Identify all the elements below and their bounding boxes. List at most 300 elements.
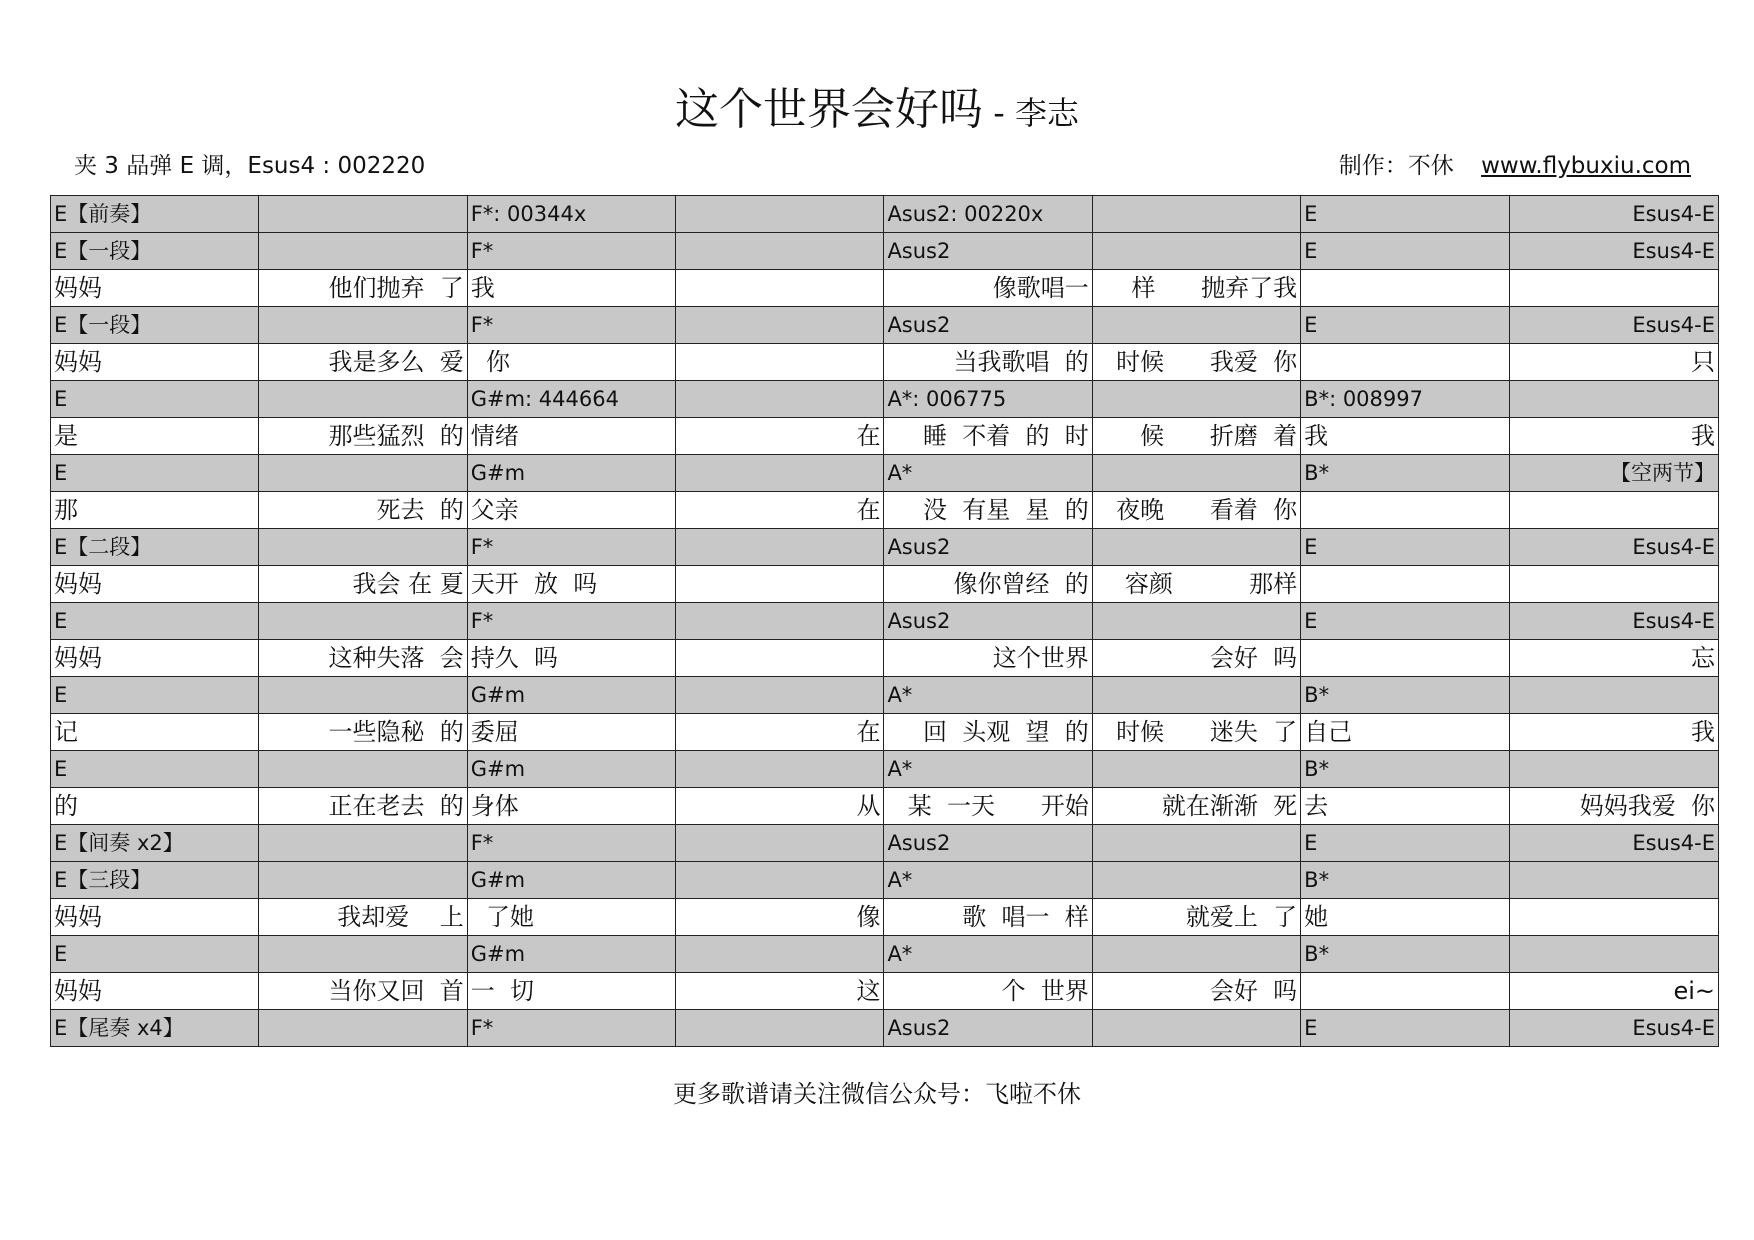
chord-row <box>51 307 1719 344</box>
lyric-text: 死去 的 <box>376 496 464 524</box>
chord-cell <box>259 196 467 233</box>
lyric-cell <box>259 788 467 825</box>
lyric-cell <box>467 492 675 529</box>
chord-cell <box>51 603 259 640</box>
chord-label: G#m <box>470 868 526 892</box>
chord-cell <box>884 751 1092 788</box>
lyric-cell <box>1509 714 1718 751</box>
chord-row <box>51 529 1719 566</box>
lyric-cell <box>259 640 467 677</box>
chord-cell <box>1092 751 1300 788</box>
chord-row <box>51 603 1719 640</box>
chord-cell <box>676 381 884 418</box>
lyric-cell <box>1509 899 1718 936</box>
chord-cell <box>467 936 675 973</box>
chord-label: E <box>1304 313 1318 337</box>
chord-cell <box>51 825 259 862</box>
lyric-cell <box>1509 344 1718 381</box>
chord-cell <box>676 677 884 714</box>
lyric-cell <box>1509 270 1718 307</box>
lyric-cell <box>51 899 259 936</box>
lyric-cell <box>1509 788 1718 825</box>
chord-row <box>51 381 1719 418</box>
chord-label: E <box>1304 239 1318 263</box>
website-link[interactable]: www.flybuxiu.com <box>1481 153 1691 179</box>
lyric-cell <box>1092 973 1300 1010</box>
chord-label: E <box>54 461 68 485</box>
lyric-cell <box>884 492 1092 529</box>
lyric-row <box>51 418 1719 455</box>
lyric-cell <box>1301 788 1509 825</box>
chord-cell <box>467 529 675 566</box>
chord-cell <box>51 1010 259 1047</box>
chord-cell <box>884 381 1092 418</box>
chord-cell <box>259 233 467 270</box>
lyric-text: 当我歌唱 的 <box>953 348 1089 376</box>
chord-cell <box>259 936 467 973</box>
chord-label: Asus2 <box>887 239 951 263</box>
lyric-text: 会好 吗 <box>1209 977 1298 1005</box>
chord-cell <box>1092 862 1300 899</box>
chord-row <box>51 751 1719 788</box>
chord-cell <box>1509 233 1718 270</box>
lyric-cell <box>51 492 259 529</box>
lyric-text: 像你曾经 的 <box>953 570 1089 598</box>
lyric-cell <box>1092 788 1300 825</box>
lyric-text: 我 <box>470 274 495 302</box>
lyric-cell <box>51 566 259 603</box>
lyric-cell <box>51 344 259 381</box>
lyric-text: 会好 吗 <box>1209 644 1298 672</box>
lyric-text: 只 <box>1691 348 1715 376</box>
lyric-cell <box>259 566 467 603</box>
lyric-cell <box>1509 973 1718 1010</box>
lyric-cell <box>1092 270 1300 307</box>
chord-cell <box>1301 529 1509 566</box>
chord-row <box>51 862 1719 899</box>
chord-cell <box>1301 603 1509 640</box>
chord-cell <box>1301 455 1509 492</box>
chord-cell <box>467 825 675 862</box>
lyric-cell <box>467 344 675 381</box>
song-title: 这个世界会好吗 <box>675 84 984 135</box>
chord-label: B* <box>1304 461 1330 485</box>
chord-cell <box>467 751 675 788</box>
lyric-cell <box>259 344 467 381</box>
lyric-text: 那 <box>54 496 78 524</box>
chord-row <box>51 1010 1719 1047</box>
chord-cell <box>676 307 884 344</box>
lyric-cell <box>51 714 259 751</box>
lyric-row <box>51 566 1719 603</box>
chord-cell <box>1509 603 1718 640</box>
chord-label: F* <box>470 1016 494 1040</box>
chord-label: B* <box>1304 942 1330 966</box>
lyric-cell <box>467 973 675 1010</box>
chord-cell <box>1509 1010 1718 1047</box>
lyric-cell <box>1301 270 1509 307</box>
chord-cell <box>467 381 675 418</box>
chord-cell <box>51 936 259 973</box>
lyric-row <box>51 714 1719 751</box>
lyric-cell <box>1092 344 1300 381</box>
chord-cell <box>884 233 1092 270</box>
lyric-cell <box>467 899 675 936</box>
lyric-cell <box>1509 492 1718 529</box>
lyric-cell <box>51 973 259 1010</box>
chord-row <box>51 233 1719 270</box>
capo-info: 夹 3 品弹 E 调，Esus4 : 002220 <box>74 153 426 179</box>
artist-name: 李志 <box>1014 94 1079 132</box>
lyric-text: 一 切 <box>470 977 534 1005</box>
chord-cell <box>1092 825 1300 862</box>
chord-label: E <box>54 387 68 411</box>
chord-cell <box>259 751 467 788</box>
chord-cell <box>1092 307 1300 344</box>
chord-label: Esus4-E <box>1632 831 1715 855</box>
lyric-cell <box>259 418 467 455</box>
chord-label: E <box>1304 1016 1318 1040</box>
lyric-cell <box>884 344 1092 381</box>
chord-cell <box>884 825 1092 862</box>
chord-cell <box>884 307 1092 344</box>
lyric-cell <box>1092 418 1300 455</box>
chord-cell <box>676 936 884 973</box>
chord-row <box>51 825 1719 862</box>
lyric-text: 没 有星 星 的 <box>923 496 1089 524</box>
lyric-cell <box>467 714 675 751</box>
lyric-text: 的 <box>54 792 78 820</box>
lyric-text: 我 <box>1691 718 1715 746</box>
lyric-text: 像 <box>856 903 881 931</box>
lyric-text: 我 <box>1304 422 1329 450</box>
chord-cell <box>1509 936 1718 973</box>
lyric-text: 在 <box>856 422 881 450</box>
chord-label: E【一段】 <box>54 239 152 263</box>
lyric-cell <box>884 788 1092 825</box>
chord-cell <box>1092 529 1300 566</box>
lyric-text: 从 <box>856 792 881 820</box>
lyric-text: 记 <box>54 718 78 746</box>
lyric-text: 我 <box>1691 422 1715 450</box>
lyric-cell <box>676 566 884 603</box>
lyric-text: 时候 迷失 了 <box>1116 718 1298 746</box>
lyric-cell <box>884 418 1092 455</box>
lyric-text: 像歌唱一 <box>992 274 1089 302</box>
footer-note: 更多歌谱请关注微信公众号：飞啦不休 <box>673 1080 1081 1108</box>
lyric-text: 样 抛弃了我 <box>1131 274 1298 302</box>
lyric-text: 天开 放 吗 <box>470 570 598 598</box>
chord-cell <box>259 825 467 862</box>
chord-cell <box>1509 307 1718 344</box>
lyric-text: 这种失落 会 <box>328 644 464 672</box>
lyric-cell <box>1301 344 1509 381</box>
chord-label: G#m <box>470 461 526 485</box>
chord-label: B* <box>1304 683 1330 707</box>
chord-label: F* <box>470 313 494 337</box>
lyric-cell <box>51 270 259 307</box>
chord-label: E <box>54 683 68 707</box>
lyric-text: 忘 <box>1691 644 1715 672</box>
lyric-text: 情绪 <box>470 422 519 450</box>
song-title-line <box>0 82 1754 141</box>
lyric-text: 歌 唱一 样 <box>962 903 1089 931</box>
lyric-text: 在 <box>856 496 881 524</box>
lyric-text: 时候 我爱 你 <box>1116 348 1298 376</box>
lyric-row <box>51 344 1719 381</box>
chord-cell <box>467 862 675 899</box>
chord-label: Esus4-E <box>1632 535 1715 559</box>
lyric-cell <box>884 270 1092 307</box>
chord-cell <box>467 307 675 344</box>
lyric-cell <box>676 418 884 455</box>
chord-cell <box>1509 381 1718 418</box>
title-separator: - <box>983 94 1015 132</box>
lyric-text: 夜晚 看着 你 <box>1116 496 1298 524</box>
chord-cell <box>51 196 259 233</box>
lyric-text: 妈妈 <box>54 903 102 931</box>
lyric-text: 去 <box>1304 792 1329 820</box>
chord-row <box>51 677 1719 714</box>
lyric-text: 妈妈 <box>54 274 102 302</box>
lyric-text: 就爱上 了 <box>1185 903 1298 931</box>
chord-label: F* <box>470 609 494 633</box>
chord-cell <box>884 1010 1092 1047</box>
lyric-cell <box>1092 899 1300 936</box>
chord-cell <box>1509 751 1718 788</box>
chord-cell <box>676 233 884 270</box>
lyric-cell <box>1092 640 1300 677</box>
lyric-cell <box>259 899 467 936</box>
chord-cell <box>51 233 259 270</box>
chord-label: A* <box>887 461 913 485</box>
chord-cell <box>676 603 884 640</box>
lyric-cell <box>884 714 1092 751</box>
chord-label: Esus4-E <box>1632 1016 1715 1040</box>
lyric-text: 身体 <box>470 792 519 820</box>
lyric-text: 这个世界 <box>992 644 1089 672</box>
chord-label: G#m: 444664 <box>470 387 619 411</box>
chord-label: A* <box>887 942 913 966</box>
chord-cell <box>676 455 884 492</box>
chord-row <box>51 936 1719 973</box>
chord-row <box>51 455 1719 492</box>
chord-cell <box>1092 603 1300 640</box>
chord-cell <box>1092 233 1300 270</box>
lyric-cell <box>676 788 884 825</box>
lyric-row <box>51 640 1719 677</box>
lyric-text: 这 <box>856 977 881 1005</box>
chord-label: A* <box>887 683 913 707</box>
lyric-cell <box>1301 418 1509 455</box>
lyric-text: 在 <box>856 718 881 746</box>
lyric-text: 了她 <box>470 903 534 931</box>
chord-cell <box>51 455 259 492</box>
chord-label: E <box>54 942 68 966</box>
chord-cell <box>1301 825 1509 862</box>
chord-cell <box>1301 862 1509 899</box>
chord-cell <box>51 862 259 899</box>
lyric-text: 容颜 那样 <box>1124 570 1298 598</box>
chord-label: F*: 00344x <box>470 202 587 226</box>
chord-cell <box>884 603 1092 640</box>
lyric-cell <box>259 270 467 307</box>
lyric-text: 个 世界 <box>1001 977 1089 1005</box>
chord-label: A* <box>887 868 913 892</box>
lyric-text: 回 头观 望 的 <box>923 718 1089 746</box>
chord-label: E【前奏】 <box>54 202 152 226</box>
chord-cell <box>259 307 467 344</box>
lyric-cell <box>676 270 884 307</box>
lyric-cell <box>1301 899 1509 936</box>
chord-cell <box>1092 1010 1300 1047</box>
lyric-text: 我会 在 夏 <box>352 570 464 598</box>
lyric-row <box>51 788 1719 825</box>
chord-label: Asus2 <box>887 313 951 337</box>
lyric-cell <box>884 566 1092 603</box>
chord-cell <box>676 751 884 788</box>
lyric-cell <box>1301 714 1509 751</box>
lyric-text: 她 <box>1304 903 1329 931</box>
lyric-cell <box>676 973 884 1010</box>
lyric-cell <box>884 899 1092 936</box>
lyric-text: 他们抛弃 了 <box>328 274 464 302</box>
chord-label: Esus4-E <box>1632 202 1715 226</box>
chord-cell <box>259 529 467 566</box>
lyric-text: 妈妈 <box>54 570 102 598</box>
chord-cell <box>51 677 259 714</box>
chord-cell <box>51 529 259 566</box>
lyric-text: 委屈 <box>470 718 519 746</box>
lyric-text: 妈妈 <box>54 348 102 376</box>
lyric-cell <box>259 714 467 751</box>
chord-label: 【空两节】 <box>1610 461 1715 485</box>
chord-label: Asus2 <box>887 609 951 633</box>
lyric-cell <box>1301 640 1509 677</box>
lyric-cell <box>1092 566 1300 603</box>
lyric-text: 持久 吗 <box>470 644 558 672</box>
lyric-text: 你 <box>470 348 510 376</box>
lyric-cell <box>1301 973 1509 1010</box>
chord-cell <box>676 529 884 566</box>
lyric-cell <box>467 566 675 603</box>
chord-cell <box>676 196 884 233</box>
chord-label: B*: 008997 <box>1304 387 1423 411</box>
chord-cell <box>1301 307 1509 344</box>
chord-label: E【二段】 <box>54 535 152 559</box>
chord-cell <box>467 1010 675 1047</box>
lyric-cell <box>676 492 884 529</box>
chord-label: E <box>54 609 68 633</box>
chord-label: Asus2 <box>887 535 951 559</box>
chord-label: F* <box>470 831 494 855</box>
lyric-row <box>51 270 1719 307</box>
chord-label: E <box>1304 831 1318 855</box>
lyric-cell <box>467 270 675 307</box>
chord-cell <box>467 455 675 492</box>
lyric-cell <box>1092 492 1300 529</box>
lyric-text: 正在老去 的 <box>328 792 464 820</box>
credit: 制作：不休 <box>1338 153 1454 179</box>
chord-label: G#m <box>470 683 526 707</box>
lyric-cell <box>676 344 884 381</box>
chord-label: E【尾奏 x4】 <box>54 1016 184 1040</box>
chord-cell <box>1509 862 1718 899</box>
chord-cell <box>259 677 467 714</box>
chord-label: G#m <box>470 942 526 966</box>
lyric-row <box>51 973 1719 1010</box>
credit-line <box>1339 150 1691 182</box>
chord-label: Esus4-E <box>1632 313 1715 337</box>
lyric-row <box>51 492 1719 529</box>
chord-label: B* <box>1304 757 1330 781</box>
lyric-cell <box>884 973 1092 1010</box>
chord-label: E【一段】 <box>54 313 152 337</box>
chord-cell <box>467 196 675 233</box>
lyric-text: 睡 不着 的 时 <box>923 422 1089 450</box>
chord-cell <box>1509 196 1718 233</box>
lyric-cell <box>51 418 259 455</box>
chord-cell <box>1509 529 1718 566</box>
chord-cell <box>1301 751 1509 788</box>
chord-cell <box>1092 677 1300 714</box>
lyric-cell <box>51 640 259 677</box>
lyric-text: 妈妈我爱 你 <box>1579 792 1715 820</box>
chord-label: E <box>1304 202 1318 226</box>
chord-cell <box>259 1010 467 1047</box>
chord-cell <box>884 936 1092 973</box>
chord-label: G#m <box>470 757 526 781</box>
lyric-text: 当你又回 首 <box>328 977 464 1005</box>
lyric-text: 那些猛烈 的 <box>328 422 464 450</box>
chord-cell <box>467 677 675 714</box>
lyric-text: 一些隐秘 的 <box>328 718 464 746</box>
chord-cell <box>884 862 1092 899</box>
lyric-text: 妈妈 <box>54 644 102 672</box>
chord-label: F* <box>470 535 494 559</box>
chord-cell <box>676 825 884 862</box>
chord-row <box>51 196 1719 233</box>
chord-cell <box>676 862 884 899</box>
chord-label: Asus2 <box>887 831 951 855</box>
lyric-cell <box>467 418 675 455</box>
lyric-cell <box>1301 566 1509 603</box>
chord-label: Esus4-E <box>1632 609 1715 633</box>
chord-cell <box>1301 233 1509 270</box>
chord-cell <box>1509 677 1718 714</box>
chord-cell <box>1301 381 1509 418</box>
lyric-cell <box>1301 492 1509 529</box>
lyric-cell <box>259 492 467 529</box>
chord-label: Esus4-E <box>1632 239 1715 263</box>
chord-cell <box>1092 196 1300 233</box>
lyric-text: 自己 <box>1304 718 1353 746</box>
chord-cell <box>259 862 467 899</box>
chord-cell <box>676 1010 884 1047</box>
chord-sheet-table <box>50 195 1719 1047</box>
lyric-text: 就在渐渐 死 <box>1161 792 1298 820</box>
chord-label: Asus2: 00220x <box>887 202 1044 226</box>
chord-cell <box>467 603 675 640</box>
lyric-text: 是 <box>54 422 78 450</box>
lyric-text: 妈妈 <box>54 977 102 1005</box>
chord-cell <box>51 751 259 788</box>
lyric-cell <box>467 788 675 825</box>
lyric-text: 候 折磨 着 <box>1140 422 1298 450</box>
chord-label: A* <box>887 757 913 781</box>
chord-cell <box>884 677 1092 714</box>
chord-cell <box>1301 1010 1509 1047</box>
